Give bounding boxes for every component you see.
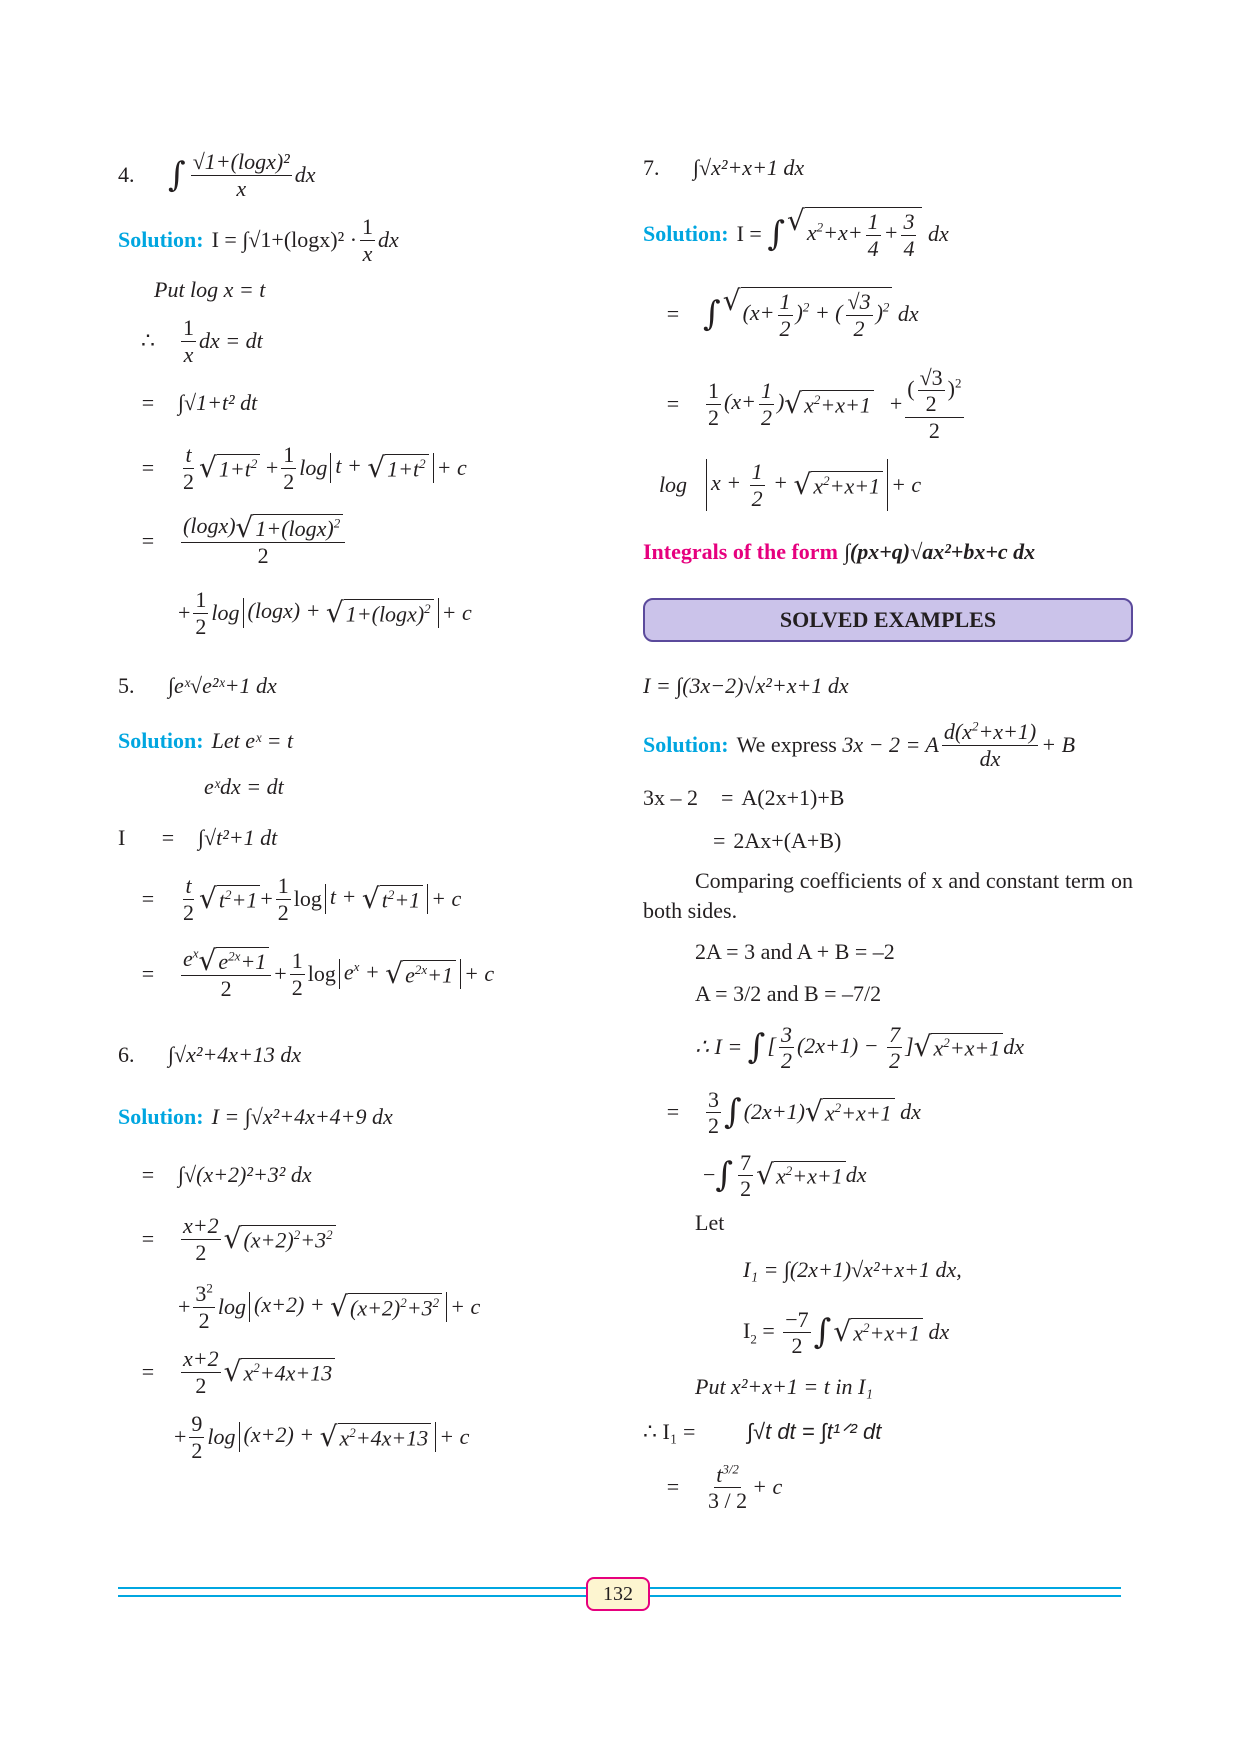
math-line: − ∫ $\frac{7}{2}$ √ $x^2+x+1$ dx [703,1149,867,1201]
math-line: 3x – 2 = A(2x+1)+B [643,785,845,810]
math-line: 2A = 3 and A + B = –2 [695,939,895,965]
fraction: $\frac{\text{√1+(logx)²}}{x}$ [192,149,290,201]
problem-7: 7. ∫√x²+x+1 dx [643,155,805,180]
math-line: I₁ = ∫(2x+1)√x²+x+1 dx, [743,1257,962,1283]
math-line: = ∫ √ (x+ $\frac{1}{2}$ )$^2$ + ( $\frac{√3}{2}$ )$^2$ dx [666,284,919,341]
problem-5: 5. ∫eˣ√e²ˣ+1 dx [118,673,277,698]
math-line: = ∫√1+t² dt [141,390,258,415]
math-line: ∴ I = ∫ [ $\frac{3}{2}$ (2x+1) − $\frac{7}{2}$ ] √ $x^2+x+1$ dx [695,1021,1024,1073]
problem-7-solution: Solution: I = ∫ √ $x^2+x+$ $\frac{1}{4}$ + $\frac{3}{4}$ dx [643,204,949,261]
fraction: $\frac{1}{x}$ [362,214,374,266]
math-line: = $e^x$ √ $e^{2x}+1$ 2 + $\frac{1}{2}$ log $e^x$ + √ $e^{2x}+1$ + c [141,944,495,1002]
math-line: $I_2$ = $\frac{-7}{2}$ ∫ √ $x^2+x+1$ dx [743,1306,950,1358]
problem-6-solution: Solution: I = ∫√x²+4x+4+9 dx [118,1104,393,1129]
integral-sign: ∫ [168,155,186,195]
math-line: = $\frac{x+2}{2}$ √ $x^2+4x+13$ [118,1340,618,1404]
page-footer [118,1575,1121,1615]
put-line: Put x²+x+1 = t in I₁ [695,1374,873,1400]
math-line: log x + $\frac{1}{2}$ + √ $x^2+x+1$ + c [658,459,922,511]
solution-label: Solution: [118,227,204,252]
let-line: Let [695,1210,725,1236]
page-number: 132 [586,1577,650,1611]
equation: I = ∫√1+(logx)² · [211,227,358,252]
example-statement: I = ∫(3x−2)√x²+x+1 dx [643,673,849,698]
math-line: + $\frac{1}{2}$ log (logx) + √ $1+(\log x)^2$ + c [178,587,472,639]
math-line: = $\frac{t}{2}$ √ $t^2+1$ + $\frac{1}{2}$ log t + √ $t^2+1$ + c [141,873,462,925]
problem-4-solution: Solution: I = ∫√1+(logx)² · $\frac{1}{x}$ dx [118,214,399,266]
problem-4: 4. ∫ $\frac{\text{√1+(logx)²}}{x}$ dx [118,149,316,201]
math-line: = $\frac{t^{3/2}}{3 / 2}$ + c [666,1461,783,1513]
math-line: = (logx) √ $1+(\log x)^2$ 2 [118,502,618,580]
comparison-paragraph: Comparing coefficients of x and constant term on both sides. [643,868,1133,923]
math-line: = $\frac{1}{2}$ (x+ $\frac{1}{2}$ ) √ $x^2+x+1$ + ( $\frac{√3}{2}$ )$^2$ 2 [666,365,962,443]
left-column [118,140,618,1470]
math-line: eˣdx = dt [204,774,284,799]
math-line: = $\frac{3}{2}$ ∫ (2x+1) √ $x^2+x+1$ dx [666,1086,921,1138]
math-line: = $\frac{x+2}{2}$ √ $(x+2)^2+3^2$ [118,1204,618,1274]
math-line: I = ∫√t²+1 dt [118,825,278,850]
math-line: = 2Ax+(A+B) [713,828,842,853]
put-line: Put log x = t [154,277,266,302]
problem-5-solution: Solution: Let eˣ = t [118,728,294,753]
solved-examples-banner: SOLVED EXAMPLES [643,598,1133,642]
example-solution: Solution: We express 3x − 2 = A $\frac{d(x^2+x+1)}{dx}$ + B [643,718,1076,771]
math-line: ∴ I₁ = ∫√t dt = ∫t¹ᐟ² dt [643,1419,882,1445]
math-line: + $\frac{9}{2}$ log (x+2) + √ $x^2+4x+13$ + c [174,1411,470,1463]
problem-number: 4. [118,162,135,187]
math-line: + $\frac{3^2}{2}$ log (x+2) + √ $(x+2)^2+3^2$ + c [178,1280,481,1333]
right-column [643,140,1133,1519]
math-line: = ∫√(x+2)²+3² dx [141,1162,312,1187]
problem-6: 6. ∫√x²+4x+13 dx [118,1042,302,1067]
math-line: ∴ $\frac{1}{x}$ dx = dt [141,315,263,367]
math-line: = $\frac{t}{2}$ √ $1+t^2$ + $\frac{1}{2}$ log t + √ $1+t^2$ + c [141,442,467,494]
section-heading: Integrals of the form ∫(px+q)√ax²+bx+c dx [643,539,1036,564]
math-line: A = 3/2 and B = –7/2 [695,981,882,1007]
